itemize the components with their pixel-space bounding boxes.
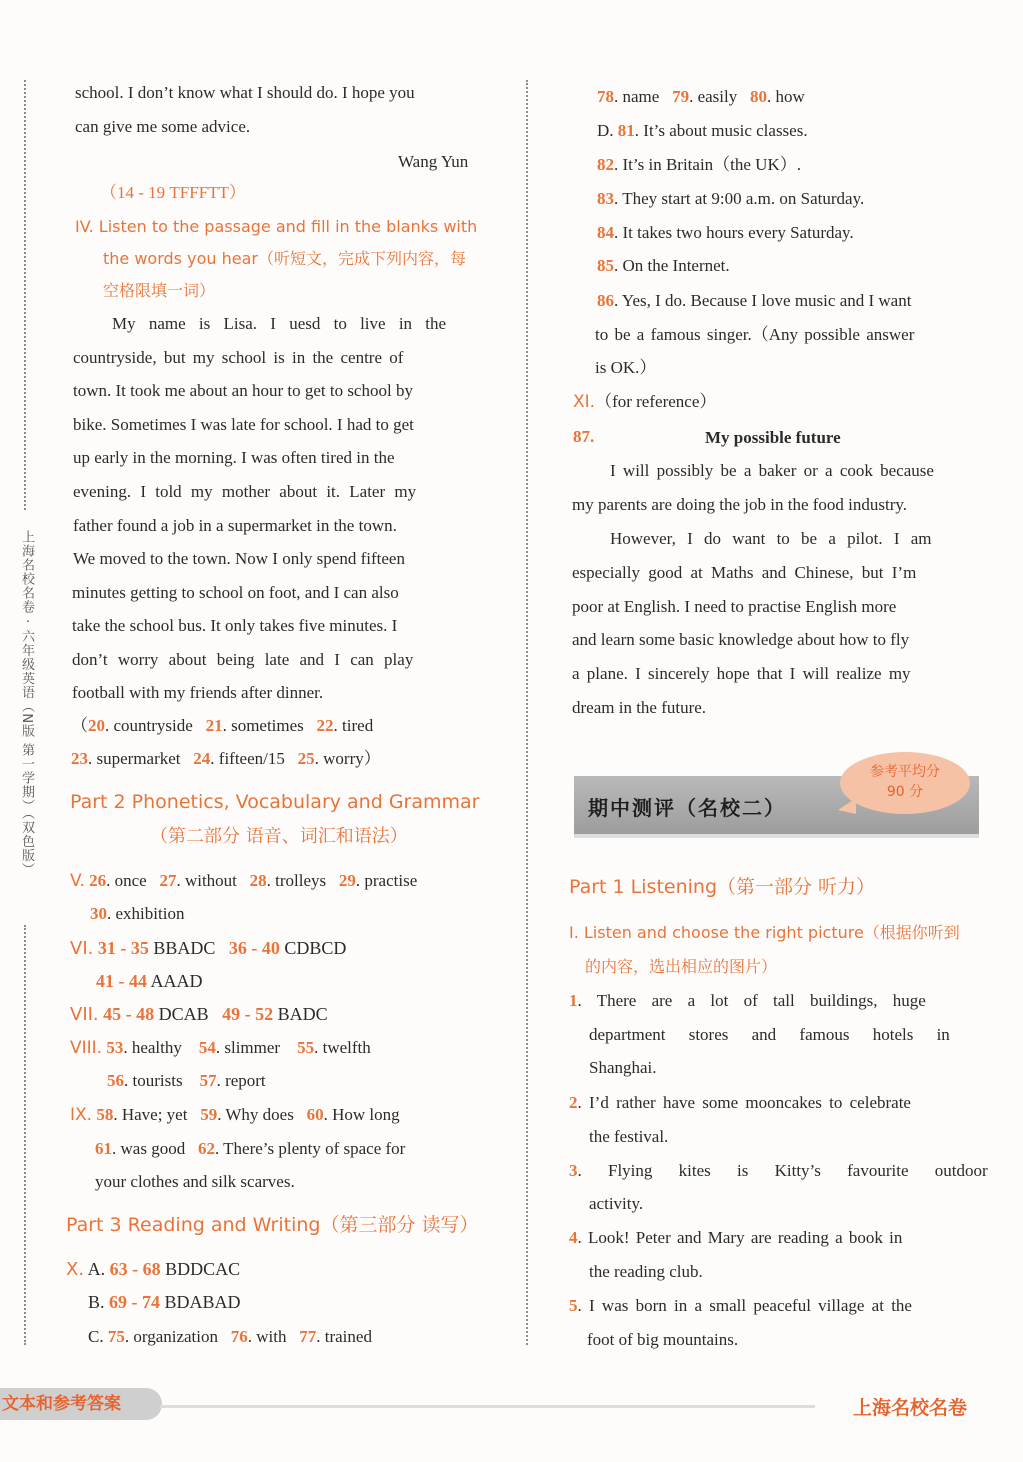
listening-item: 2. I’d rather have some mooncakes to celebrate: [569, 1093, 911, 1112]
passage-line: take the school bus. It only takes five minutes. I: [72, 616, 398, 635]
passage-line: father found a job in a supermarket in the town.: [73, 516, 397, 535]
listening-item-cont: Shanghai.: [589, 1058, 657, 1077]
essay-number: 87.: [573, 427, 595, 446]
answer-84: 84. It takes two hours every Saturday.: [597, 223, 854, 242]
essay-line: I will possibly be a baker or a cook because: [610, 461, 934, 480]
part3-title: Part 3 Reading and Writing（第三部分 读写）: [66, 1214, 479, 1236]
listening-item-cont: foot of big mountains.: [587, 1330, 739, 1349]
passage-line: town. It took me about an hour to get to school by: [73, 381, 413, 400]
passage-line: bike. Sometimes I was late for school. I had to get: [73, 415, 414, 434]
section-x-b: B. 69 - 74 BDABAD: [88, 1292, 241, 1312]
essay-line: and learn some basic knowledge about how to fly: [572, 630, 910, 649]
letter-line: school. I don’t know what I should do. I hope you: [75, 83, 415, 102]
sidebar-title: 上海名校名卷 · 六年级英语（N版 第一学期）（双色版）: [19, 530, 34, 877]
banner-title: 期中测评（名校二）: [588, 796, 786, 820]
section-iv-title: the words you hear（听短文，完成下列内容，每: [103, 249, 466, 268]
listening-item-cont: department stores and famous hotels in: [589, 1025, 950, 1044]
signature: Wang Yun: [398, 152, 469, 171]
listening-item-cont: activity.: [589, 1194, 644, 1213]
left-margin-dotted-line-top: [24, 80, 26, 510]
essay-line: a plane. I sincerely hope that I will realize my: [572, 664, 911, 683]
section-x: X. A. 63 - 68 BDDCAC: [66, 1259, 241, 1280]
answer-82: 82. It’s in Britain（the UK）.: [597, 155, 801, 174]
footer-brand: 上海名校名卷: [853, 1397, 968, 1419]
part2-subtitle: （第二部分 语音、词汇和语法）: [150, 826, 408, 847]
answers-78-80: 78. name 79. easily 80. how: [597, 87, 805, 106]
answers-20-22: （20. countryside 21. sometimes 22. tired: [71, 716, 374, 735]
section-ix: IX. 58. Have; yet 59. Why does 60. How long: [70, 1105, 400, 1125]
section-vii: VII. 45 - 48 DCAB 49 - 52 BADC: [70, 1004, 328, 1025]
column-divider: [526, 80, 528, 1345]
left-margin-dotted-line-bottom: [24, 925, 26, 1345]
passage-line: evening. I told my mother about it. Later my: [73, 482, 417, 501]
section-vi: VI. 31 - 35 BBADC 36 - 40 CDBCD: [70, 938, 347, 959]
passage-line: countryside, but my school is in the centre of: [73, 348, 404, 367]
answer-81: D. 81. It’s about music classes.: [597, 121, 808, 140]
section-ix-line3: your clothes and silk scarves.: [95, 1172, 295, 1191]
essay-line: dream in the future.: [572, 698, 707, 717]
passage-line: up early in the morning. I was often tired in the: [73, 448, 395, 467]
essay-line: especially good at Maths and Chinese, but I’m: [572, 563, 917, 582]
section-vi-line2: 41 - 44 AAAD: [96, 971, 203, 991]
passage-line: don’t worry about being late and I can play: [72, 650, 414, 669]
letter-line: can give me some advice.: [75, 117, 251, 136]
listening-item: 1. There are a lot of tall buildings, huge: [569, 991, 926, 1010]
passage-line: My name is Lisa. I uesd to live in the: [112, 314, 447, 333]
part2-title: Part 2 Phonetics, Vocabulary and Grammar: [70, 791, 480, 813]
answer-85: 85. On the Internet.: [597, 256, 730, 275]
listening-item-cont: the festival.: [589, 1127, 669, 1146]
passage-line: We moved to the town. Now I only spend fifteen: [73, 549, 405, 568]
footer-rule: [160, 1405, 815, 1408]
answer-86-line2: to be a famous singer.（Any possible answer: [595, 325, 915, 344]
section-viii: VIII. 53. healthy 54. slimmer 55. twelfth: [70, 1038, 371, 1058]
essay-line: poor at English. I need to practise English more: [572, 597, 897, 616]
section-i-title: 的内容，选出相应的图片）: [585, 957, 778, 976]
section-v: V. 26. once 27. without 28. trolleys 29. practise: [70, 871, 418, 891]
essay-line: However, I do want to be a pilot. I am: [610, 529, 932, 548]
answers-23-25: 23. supermarket 24. fifteen/15 25. worry）: [71, 749, 381, 768]
section-xi: XI.（for reference）: [573, 392, 717, 412]
section-iv-title: 空格限填一词）: [103, 281, 216, 300]
section-x-c: C. 75. organization 76. with 77. trained: [88, 1327, 372, 1346]
answer-83: 83. They start at 9:00 a.m. on Saturday.: [597, 189, 865, 208]
essay-line: my parents are doing the job in the food industry.: [572, 495, 908, 514]
section-viii-line2: 56. tourists 57. report: [107, 1071, 266, 1090]
answer-30: 30. exhibition: [90, 904, 185, 923]
section-i-title: I. Listen and choose the right picture（根据你听到: [569, 923, 960, 942]
footer-section-label: 文本和参考答案: [0, 1388, 162, 1420]
part1-title: Part 1 Listening（第一部分 听力）: [569, 876, 876, 898]
answer-86-line3: is OK.）: [595, 358, 657, 377]
passage-line: minutes getting to school on foot, and I can also: [72, 583, 399, 602]
listening-item-cont: the reading club.: [589, 1262, 703, 1281]
listening-item: 4. Look! Peter and Mary are reading a book in: [569, 1228, 903, 1247]
passage-line: football with my friends after dinner.: [72, 683, 324, 702]
answer-86: 86. Yes, I do. Because I love music and I want: [597, 291, 912, 310]
section-ix-line2: 61. was good 62. There’s plenty of space for: [95, 1139, 406, 1158]
badge-label: 参考平均分: [870, 764, 940, 780]
average-score-badge: [840, 752, 970, 814]
essay-title: My possible future: [705, 428, 841, 447]
listening-item: 5. I was born in a small peaceful village at the: [569, 1296, 912, 1315]
badge-value: 90 分: [886, 784, 924, 800]
answer-14-19: （14 - 19 TFFFTT）: [100, 183, 246, 202]
listening-item: 3. Flying kites is Kitty’s favourite outdoor: [569, 1161, 988, 1180]
section-iv-title: IV. Listen to the passage and fill in the blanks with: [75, 217, 478, 236]
